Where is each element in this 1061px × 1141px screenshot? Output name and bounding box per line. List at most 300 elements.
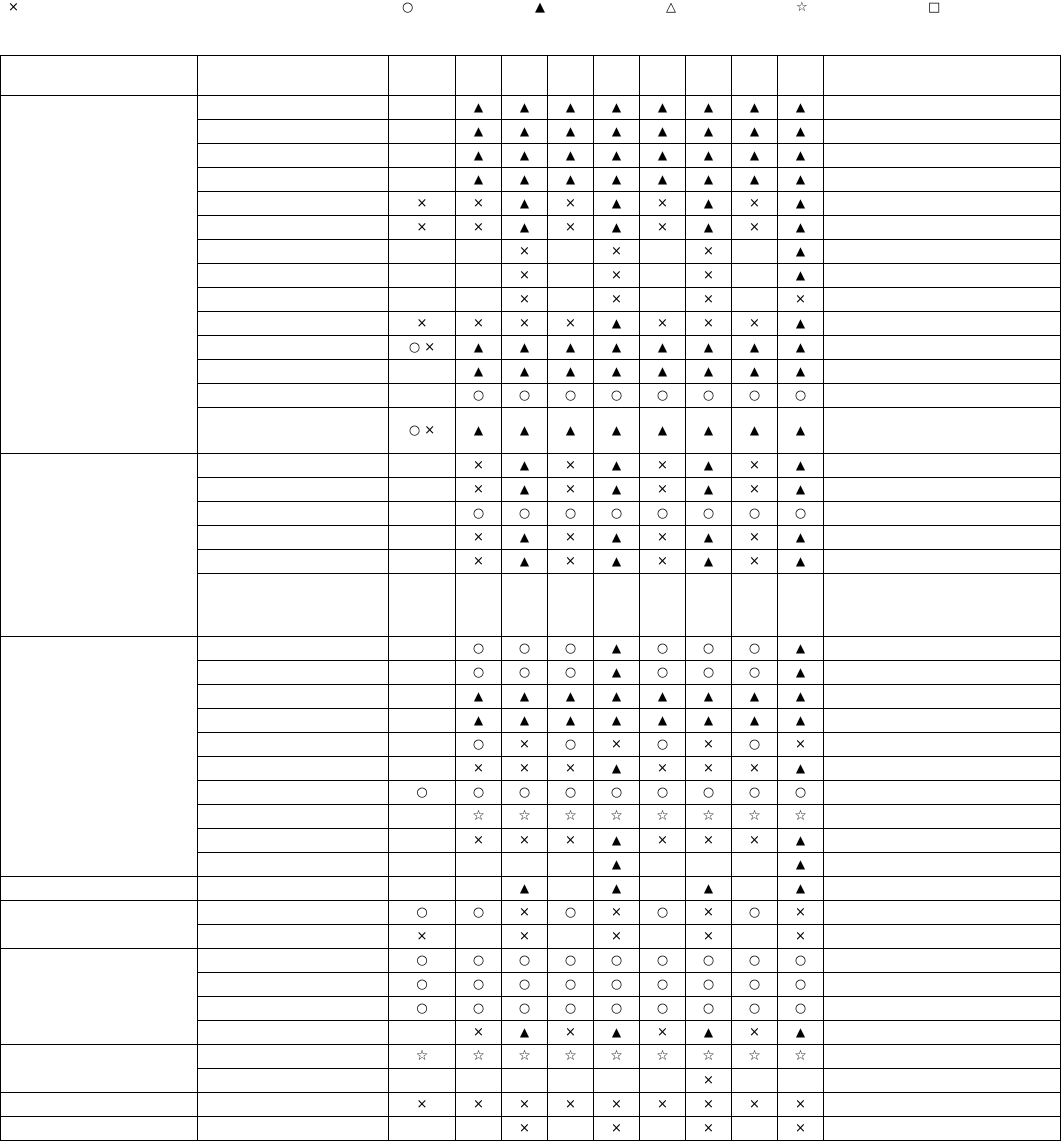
circle-icon: ○: [748, 952, 761, 968]
mark-cell: [640, 502, 686, 526]
cross-icon: ×: [749, 219, 760, 235]
mark-cell: [594, 96, 640, 120]
mark-cell: [456, 997, 502, 1021]
circle-icon: ○: [472, 736, 485, 752]
filled-triangle-icon: ▲: [473, 713, 484, 727]
header-cell: [502, 56, 548, 96]
mark-cell: [732, 574, 778, 637]
circle-icon: ○: [416, 976, 428, 992]
mark-cell: [686, 288, 732, 312]
circle-icon: ○: [518, 640, 531, 656]
star-icon: ☆: [472, 808, 485, 824]
mark-cell: [594, 1069, 640, 1093]
mark-cell: [778, 925, 824, 949]
mark-cell: [732, 661, 778, 685]
mark-cell: [594, 781, 640, 805]
filled-triangle-icon: ▲: [473, 100, 484, 114]
circle-icon: ○: [656, 784, 669, 800]
filled-triangle-icon: ▲: [611, 340, 622, 354]
cross-icon: ×: [416, 195, 428, 211]
mark-cell: [640, 336, 686, 360]
row-label-cell: [198, 1117, 389, 1141]
mark-cell: [732, 264, 778, 288]
mark-cell: [778, 829, 824, 853]
filled-triangle-icon: ▲: [795, 665, 806, 679]
star-icon: ☆: [472, 1048, 485, 1064]
cross-icon: ×: [657, 760, 668, 776]
mark-cell: [686, 550, 732, 574]
star-icon: ☆: [748, 1048, 761, 1064]
mark-cell: [686, 685, 732, 709]
circle-icon: ○: [472, 505, 485, 521]
mark-cell: [778, 1069, 824, 1093]
circle-icon: ○: [702, 1000, 715, 1016]
cross-icon: ×: [749, 760, 760, 776]
star-icon: ☆: [656, 808, 669, 824]
mark-cell: [594, 805, 640, 829]
circle-icon: ○: [748, 1000, 761, 1016]
filled-triangle-icon: ▲: [611, 316, 622, 330]
circle-icon: ○: [564, 505, 577, 521]
mark-cell: [502, 240, 548, 264]
mark-cell: [548, 1093, 594, 1117]
cross-icon: ×: [565, 315, 576, 331]
mark-cell: [732, 949, 778, 973]
circle-icon: ○: [564, 784, 577, 800]
mark-cell: [389, 973, 456, 997]
mark-cell: [686, 805, 732, 829]
filled-triangle-icon: ▲: [703, 689, 714, 703]
circle-icon: ○: [416, 952, 428, 968]
cross-icon: ×: [565, 1024, 576, 1040]
mark-cell: [389, 384, 456, 408]
header-row: [1, 56, 1061, 96]
filled-triangle-icon: ▲: [565, 148, 576, 162]
circle-icon: ○: [416, 1000, 428, 1016]
mark-cell: [389, 408, 456, 454]
mark-cell: [389, 526, 456, 550]
mark-cell: [594, 733, 640, 757]
mark-cell: [389, 478, 456, 502]
table-row: [1, 454, 1061, 478]
mark-cell: [594, 264, 640, 288]
filled-triangle-icon: ▲: [611, 196, 622, 210]
mark-cell: [778, 973, 824, 997]
mark-cell: [594, 829, 640, 853]
mark-cell: [640, 264, 686, 288]
mark-cell: [686, 709, 732, 733]
filled-triangle-icon: ▲: [519, 340, 530, 354]
mark-cell: [594, 997, 640, 1021]
filled-triangle-icon: ▲: [565, 340, 576, 354]
mark-cell: [640, 637, 686, 661]
mark-cell: [778, 574, 824, 637]
cross-icon: ×: [416, 928, 428, 944]
cross-icon: ×: [703, 736, 714, 752]
row-label-cell: [198, 144, 389, 168]
cross-icon: ×: [473, 219, 484, 235]
filled-triangle-icon: ▲: [519, 554, 530, 568]
mark-cell: [502, 454, 548, 478]
mark-cell: [778, 384, 824, 408]
mark-cell: [456, 478, 502, 502]
cross-icon: ×: [565, 481, 576, 497]
mark-cell: [548, 925, 594, 949]
mark-cell: [640, 1045, 686, 1069]
cross-icon: ×: [519, 832, 530, 848]
remarks-cell: [824, 336, 1061, 360]
filled-triangle-icon: ▲: [611, 761, 622, 775]
mark-cell: [640, 805, 686, 829]
mark-cell: [456, 96, 502, 120]
cross-icon: ×: [657, 529, 668, 545]
mark-cell: [686, 502, 732, 526]
mark-cell: [778, 949, 824, 973]
mark-cell: [548, 550, 594, 574]
circle-icon: ○: [748, 976, 761, 992]
mark-cell: [548, 288, 594, 312]
remarks-cell: [824, 829, 1061, 853]
mark-cell: [594, 502, 640, 526]
filled-triangle-icon: ▲: [611, 458, 622, 472]
circle-icon: ○: [518, 1000, 531, 1016]
cross-icon: ×: [703, 904, 714, 920]
circle-icon: ○: [518, 664, 531, 680]
mark-cell: [686, 574, 732, 637]
mark-cell: [640, 709, 686, 733]
mark-cell: [640, 973, 686, 997]
circle-icon: ○: [518, 387, 531, 403]
filled-triangle-icon: ▲: [703, 881, 714, 895]
filled-triangle-icon: ▲: [749, 713, 760, 727]
star-icon: ☆: [610, 1048, 623, 1064]
cross-icon: ×: [749, 553, 760, 569]
filled-triangle-icon: ▲: [611, 641, 622, 655]
mark-cell: [686, 192, 732, 216]
mark-cell: [594, 168, 640, 192]
cross-icon: ×: [473, 832, 484, 848]
cross-icon: ×: [519, 928, 530, 944]
mark-cell: [686, 877, 732, 901]
header-cell: [686, 56, 732, 96]
mark-cell: [640, 288, 686, 312]
filled-triangle-icon: ▲: [473, 423, 484, 437]
cross-icon: ×: [657, 315, 668, 331]
mark-cell: [502, 709, 548, 733]
mark-cell: [594, 925, 640, 949]
cross-icon: ×: [749, 195, 760, 211]
filled-triangle-icon: ▲: [611, 148, 622, 162]
mark-cell: [456, 853, 502, 877]
mark-cell: [502, 120, 548, 144]
filled-triangle-icon: ▲: [795, 316, 806, 330]
circle-icon: ○: [794, 1000, 807, 1016]
mark-cell: [502, 997, 548, 1021]
mark-cell: [778, 240, 824, 264]
mark-cell: [640, 216, 686, 240]
mark-cell: [502, 478, 548, 502]
mark-cell: [502, 1045, 548, 1069]
mark-cell: [686, 853, 732, 877]
mark-cell: [548, 637, 594, 661]
mark-cell: [778, 853, 824, 877]
remarks-cell: [824, 288, 1061, 312]
mark-cell: [732, 925, 778, 949]
mark-cell: [778, 1117, 824, 1141]
row-label-cell: [198, 264, 389, 288]
remarks-cell: [824, 192, 1061, 216]
filled-triangle-icon: ▲: [519, 148, 530, 162]
filled-triangle-icon: ▲: [657, 124, 668, 138]
remarks-cell: [824, 1045, 1061, 1069]
mark-cell: [640, 384, 686, 408]
row-label-cell: [198, 360, 389, 384]
mark-cell: [548, 1045, 594, 1069]
circle-icon: ○: [656, 976, 669, 992]
mark-cell: [640, 574, 686, 637]
mark-cell: [778, 709, 824, 733]
cross-icon: ×: [473, 553, 484, 569]
mark-cell: [389, 997, 456, 1021]
row-label-cell: [198, 1045, 389, 1069]
filled-triangle-icon: ▲: [703, 340, 714, 354]
mark-cell: [594, 1117, 640, 1141]
mark-cell: [389, 96, 456, 120]
circle-cross-icons: ○ ×: [408, 422, 436, 438]
mark-cell: [389, 502, 456, 526]
cross-icon: ×: [749, 315, 760, 331]
mark-cell: [456, 1021, 502, 1045]
filled-triangle-icon: ▲: [703, 364, 714, 378]
filled-triangle-icon: ▲: [473, 172, 484, 186]
mark-cell: [732, 1045, 778, 1069]
filled-triangle-icon: ▲: [519, 482, 530, 496]
mark-cell: [778, 408, 824, 454]
remarks-cell: [824, 1093, 1061, 1117]
filled-triangle-icon: ▲: [611, 554, 622, 568]
row-label-cell: [198, 384, 389, 408]
mark-cell: [502, 360, 548, 384]
filled-triangle-icon: ▲: [611, 689, 622, 703]
filled-triangle-icon: ▲: [795, 244, 806, 258]
circle-icon: ○: [794, 952, 807, 968]
filled-triangle-icon: ▲: [565, 423, 576, 437]
remarks-cell: [824, 384, 1061, 408]
mark-cell: [456, 192, 502, 216]
mark-cell: [502, 733, 548, 757]
cross-icon: ×: [611, 1120, 622, 1136]
mark-cell: [389, 216, 456, 240]
mark-cell: [502, 168, 548, 192]
cross-icon: ×: [703, 1072, 714, 1088]
mark-cell: [594, 144, 640, 168]
mark-cell: [778, 805, 824, 829]
remarks-cell: [824, 1021, 1061, 1045]
legend-star-icon: ☆: [796, 0, 808, 15]
cross-icon: ×: [749, 457, 760, 473]
mark-cell: [502, 901, 548, 925]
mark-cell: [548, 96, 594, 120]
mark-cell: [548, 1117, 594, 1141]
circle-icon: ○: [748, 387, 761, 403]
mark-cell: [778, 1045, 824, 1069]
mark-cell: [389, 192, 456, 216]
mark-cell: [389, 168, 456, 192]
cross-icon: ×: [611, 904, 622, 920]
group-cell: [1, 96, 198, 454]
mark-cell: [778, 733, 824, 757]
filled-triangle-icon: ▲: [611, 364, 622, 378]
cross-icon: ×: [473, 760, 484, 776]
mark-cell: [548, 997, 594, 1021]
filled-triangle-icon: ▲: [795, 833, 806, 847]
mark-cell: [732, 637, 778, 661]
row-label-cell: [198, 973, 389, 997]
circle-icon: ○: [610, 505, 623, 521]
mark-cell: [686, 1093, 732, 1117]
circle-icon: ○: [564, 904, 577, 920]
mark-cell: [502, 312, 548, 336]
header-cell: [1, 56, 198, 96]
mark-cell: [778, 526, 824, 550]
filled-triangle-icon: ▲: [749, 172, 760, 186]
mark-cell: [686, 168, 732, 192]
circle-icon: ○: [472, 387, 485, 403]
mark-cell: [594, 901, 640, 925]
circle-icon: ○: [472, 640, 485, 656]
mark-cell: [778, 637, 824, 661]
circle-icon: ○: [416, 784, 428, 800]
circle-icon: ○: [794, 505, 807, 521]
mark-cell: [686, 949, 732, 973]
header-cell: [198, 56, 389, 96]
mark-cell: [456, 1045, 502, 1069]
mark-cell: [732, 192, 778, 216]
filled-triangle-icon: ▲: [749, 124, 760, 138]
filled-triangle-icon: ▲: [749, 689, 760, 703]
mark-cell: [640, 240, 686, 264]
filled-triangle-icon: ▲: [611, 124, 622, 138]
mark-cell: [686, 1069, 732, 1093]
cross-icon: ×: [473, 195, 484, 211]
cross-icon: ×: [611, 928, 622, 944]
mark-cell: [778, 478, 824, 502]
mark-cell: [548, 216, 594, 240]
filled-triangle-icon: ▲: [703, 458, 714, 472]
mark-cell: [456, 526, 502, 550]
mark-cell: [548, 805, 594, 829]
mark-cell: [640, 168, 686, 192]
remarks-cell: [824, 360, 1061, 384]
mark-cell: [594, 574, 640, 637]
mark-cell: [548, 408, 594, 454]
filled-triangle-icon: ▲: [519, 364, 530, 378]
mark-cell: [686, 1045, 732, 1069]
cross-icon: ×: [519, 1096, 530, 1112]
filled-triangle-icon: ▲: [795, 148, 806, 162]
filled-triangle-icon: ▲: [519, 196, 530, 210]
circle-icon: ○: [610, 976, 623, 992]
cross-icon: ×: [565, 457, 576, 473]
mark-cell: [594, 240, 640, 264]
mark-cell: [594, 1021, 640, 1045]
circle-icon: ○: [472, 1000, 485, 1016]
mark-cell: [389, 733, 456, 757]
mark-cell: [502, 949, 548, 973]
mark-cell: [686, 901, 732, 925]
mark-cell: [594, 454, 640, 478]
star-icon: ☆: [564, 1048, 577, 1064]
circle-icon: ○: [656, 736, 669, 752]
mark-cell: [640, 120, 686, 144]
star-icon: ☆: [702, 1048, 715, 1064]
cross-icon: ×: [657, 1096, 668, 1112]
filled-triangle-icon: ▲: [795, 713, 806, 727]
cross-icon: ×: [657, 832, 668, 848]
filled-triangle-icon: ▲: [473, 340, 484, 354]
filled-triangle-icon: ▲: [749, 423, 760, 437]
remarks-cell: [824, 550, 1061, 574]
cross-icon: ×: [519, 1120, 530, 1136]
mark-cell: [732, 408, 778, 454]
mark-cell: [389, 781, 456, 805]
remarks-cell: [824, 901, 1061, 925]
mark-cell: [686, 144, 732, 168]
legend: [0, 0, 1061, 18]
star-icon: ☆: [794, 808, 807, 824]
mark-cell: [732, 853, 778, 877]
row-label-cell: [198, 502, 389, 526]
mark-cell: [778, 264, 824, 288]
circle-icon: ○: [472, 952, 485, 968]
mark-cell: [456, 240, 502, 264]
mark-cell: [456, 685, 502, 709]
star-icon: ☆: [415, 1048, 429, 1064]
mark-cell: [389, 240, 456, 264]
cross-icon: ×: [565, 553, 576, 569]
mark-cell: [732, 336, 778, 360]
cross-icon: ×: [657, 457, 668, 473]
cross-icon: ×: [519, 760, 530, 776]
filled-triangle-icon: ▲: [795, 881, 806, 895]
mark-cell: [686, 216, 732, 240]
filled-triangle-icon: ▲: [795, 124, 806, 138]
cross-icon: ×: [703, 832, 714, 848]
legend-triangle-outline-icon: △: [666, 0, 676, 15]
mark-cell: [594, 192, 640, 216]
mark-cell: [640, 144, 686, 168]
circle-icon: ○: [656, 387, 669, 403]
filled-triangle-icon: ▲: [795, 268, 806, 282]
mark-cell: [594, 685, 640, 709]
mark-cell: [778, 168, 824, 192]
row-label-cell: [198, 526, 389, 550]
mark-cell: [778, 120, 824, 144]
mark-cell: [548, 1021, 594, 1045]
cross-icon: ×: [519, 315, 530, 331]
mark-cell: [686, 997, 732, 1021]
cross-icon: ×: [749, 1096, 760, 1112]
filled-triangle-icon: ▲: [749, 100, 760, 114]
mark-cell: [732, 96, 778, 120]
mark-cell: [548, 478, 594, 502]
mark-cell: [778, 550, 824, 574]
mark-cell: [778, 661, 824, 685]
filled-triangle-icon: ▲: [611, 530, 622, 544]
mark-cell: [389, 574, 456, 637]
mark-cell: [502, 805, 548, 829]
filled-triangle-icon: ▲: [703, 423, 714, 437]
